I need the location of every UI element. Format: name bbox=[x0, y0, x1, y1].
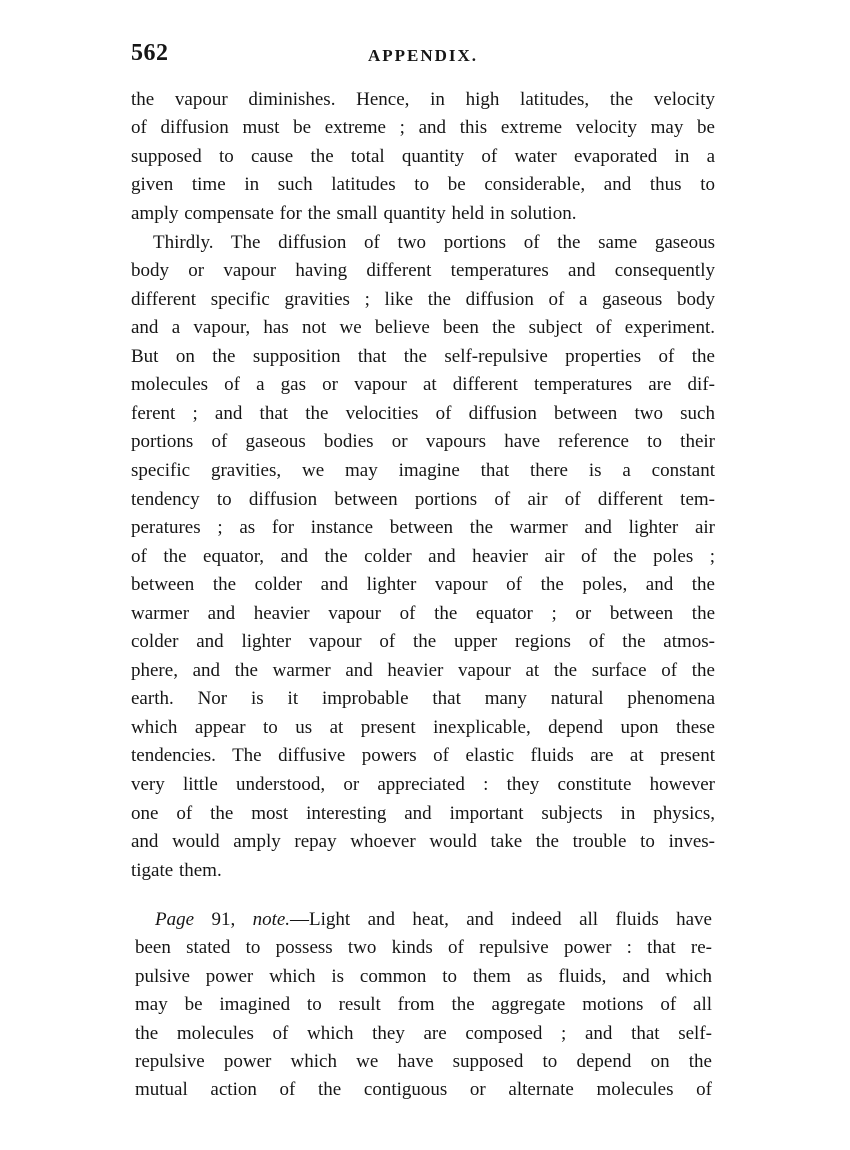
running-title: APPENDIX. bbox=[367, 46, 479, 65]
text-line: tendency to diffusion between portions of air of different tem- bbox=[131, 489, 715, 510]
text-line: given time in such latitudes to be considerable, and thus to bbox=[131, 174, 715, 195]
page-header bbox=[131, 40, 715, 70]
text-line: warmer and heavier vapour of the equator ; or between the bbox=[131, 603, 715, 624]
text-line: the molecules of which they are composed ; and that self- bbox=[135, 1023, 712, 1044]
page-number: 562 bbox=[131, 40, 169, 66]
note-first-line bbox=[155, 908, 712, 932]
page-reference-number: 91, bbox=[194, 909, 253, 930]
text-line: But on the supposition that the self-repulsive properties of the bbox=[131, 346, 715, 367]
text-line: Thirdly. The diffusion of two portions of the same gaseous bbox=[153, 232, 715, 253]
text-line: tendencies. The diffusive powers of elastic fluids are at present bbox=[131, 745, 715, 766]
text-line: pulsive power which is common to them as fluids, and which bbox=[135, 966, 712, 987]
text-line: one of the most interesting and important subjects in physics, bbox=[131, 803, 715, 824]
text-line: amply compensate for the small quantity held in solution. bbox=[131, 203, 577, 224]
text-line: molecules of a gas or vapour at different temperatures are dif- bbox=[131, 374, 715, 395]
text-line: different specific gravities ; like the diffusion of a gaseous body bbox=[131, 289, 715, 310]
text-line: body or vapour having different temperatures and consequently bbox=[131, 260, 715, 281]
text-line: mutual action of the contiguous or alternate molecules of bbox=[135, 1079, 712, 1100]
text-line: colder and lighter vapour of the upper regions of the atmos- bbox=[131, 631, 715, 652]
text-line: very little understood, or appreciated : they constitute however bbox=[131, 774, 715, 795]
text-line: specific gravities, we may imagine that there is a constant bbox=[131, 460, 715, 481]
note-lead-text: —Light and heat, and indeed all fluids have bbox=[290, 909, 712, 930]
text-line: supposed to cause the total quantity of water evaporated in a bbox=[131, 146, 715, 167]
text-line: between the colder and lighter vapour of the poles, and the bbox=[131, 574, 715, 595]
note-reference-word: note. bbox=[252, 909, 291, 930]
text-line: the vapour diminishes. Hence, in high latitudes, the velocity bbox=[131, 89, 715, 110]
text-line: and a vapour, has not we believe been the subject of experiment. bbox=[131, 317, 715, 338]
text-line: repulsive power which we have supposed to depend on the bbox=[135, 1051, 712, 1072]
text-line: earth. Nor is it improbable that many natural phenomena bbox=[131, 688, 715, 709]
text-line: ferent ; and that the velocities of diffusion between two such bbox=[131, 403, 715, 424]
text-line: which appear to us at present inexplicable, depend upon these bbox=[131, 717, 715, 738]
text-line: and would amply repay whoever would take the trouble to inves- bbox=[131, 831, 715, 852]
text-line: been stated to possess two kinds of repulsive power : that re- bbox=[135, 937, 712, 958]
text-line: of diffusion must be extreme ; and this extreme velocity may be bbox=[131, 117, 715, 138]
text-line: phere, and the warmer and heavier vapour at the surface of the bbox=[131, 660, 715, 681]
text-line: tigate them. bbox=[131, 860, 222, 881]
page-reference-word: Page bbox=[155, 909, 195, 930]
text-line: may be imagined to result from the aggregate motions of all bbox=[135, 994, 712, 1015]
text-line: portions of gaseous bodies or vapours have reference to their bbox=[131, 431, 715, 452]
text-line: peratures ; as for instance between the warmer and lighter air bbox=[131, 517, 715, 538]
text-line: of the equator, and the colder and heavier air of the poles ; bbox=[131, 546, 715, 567]
